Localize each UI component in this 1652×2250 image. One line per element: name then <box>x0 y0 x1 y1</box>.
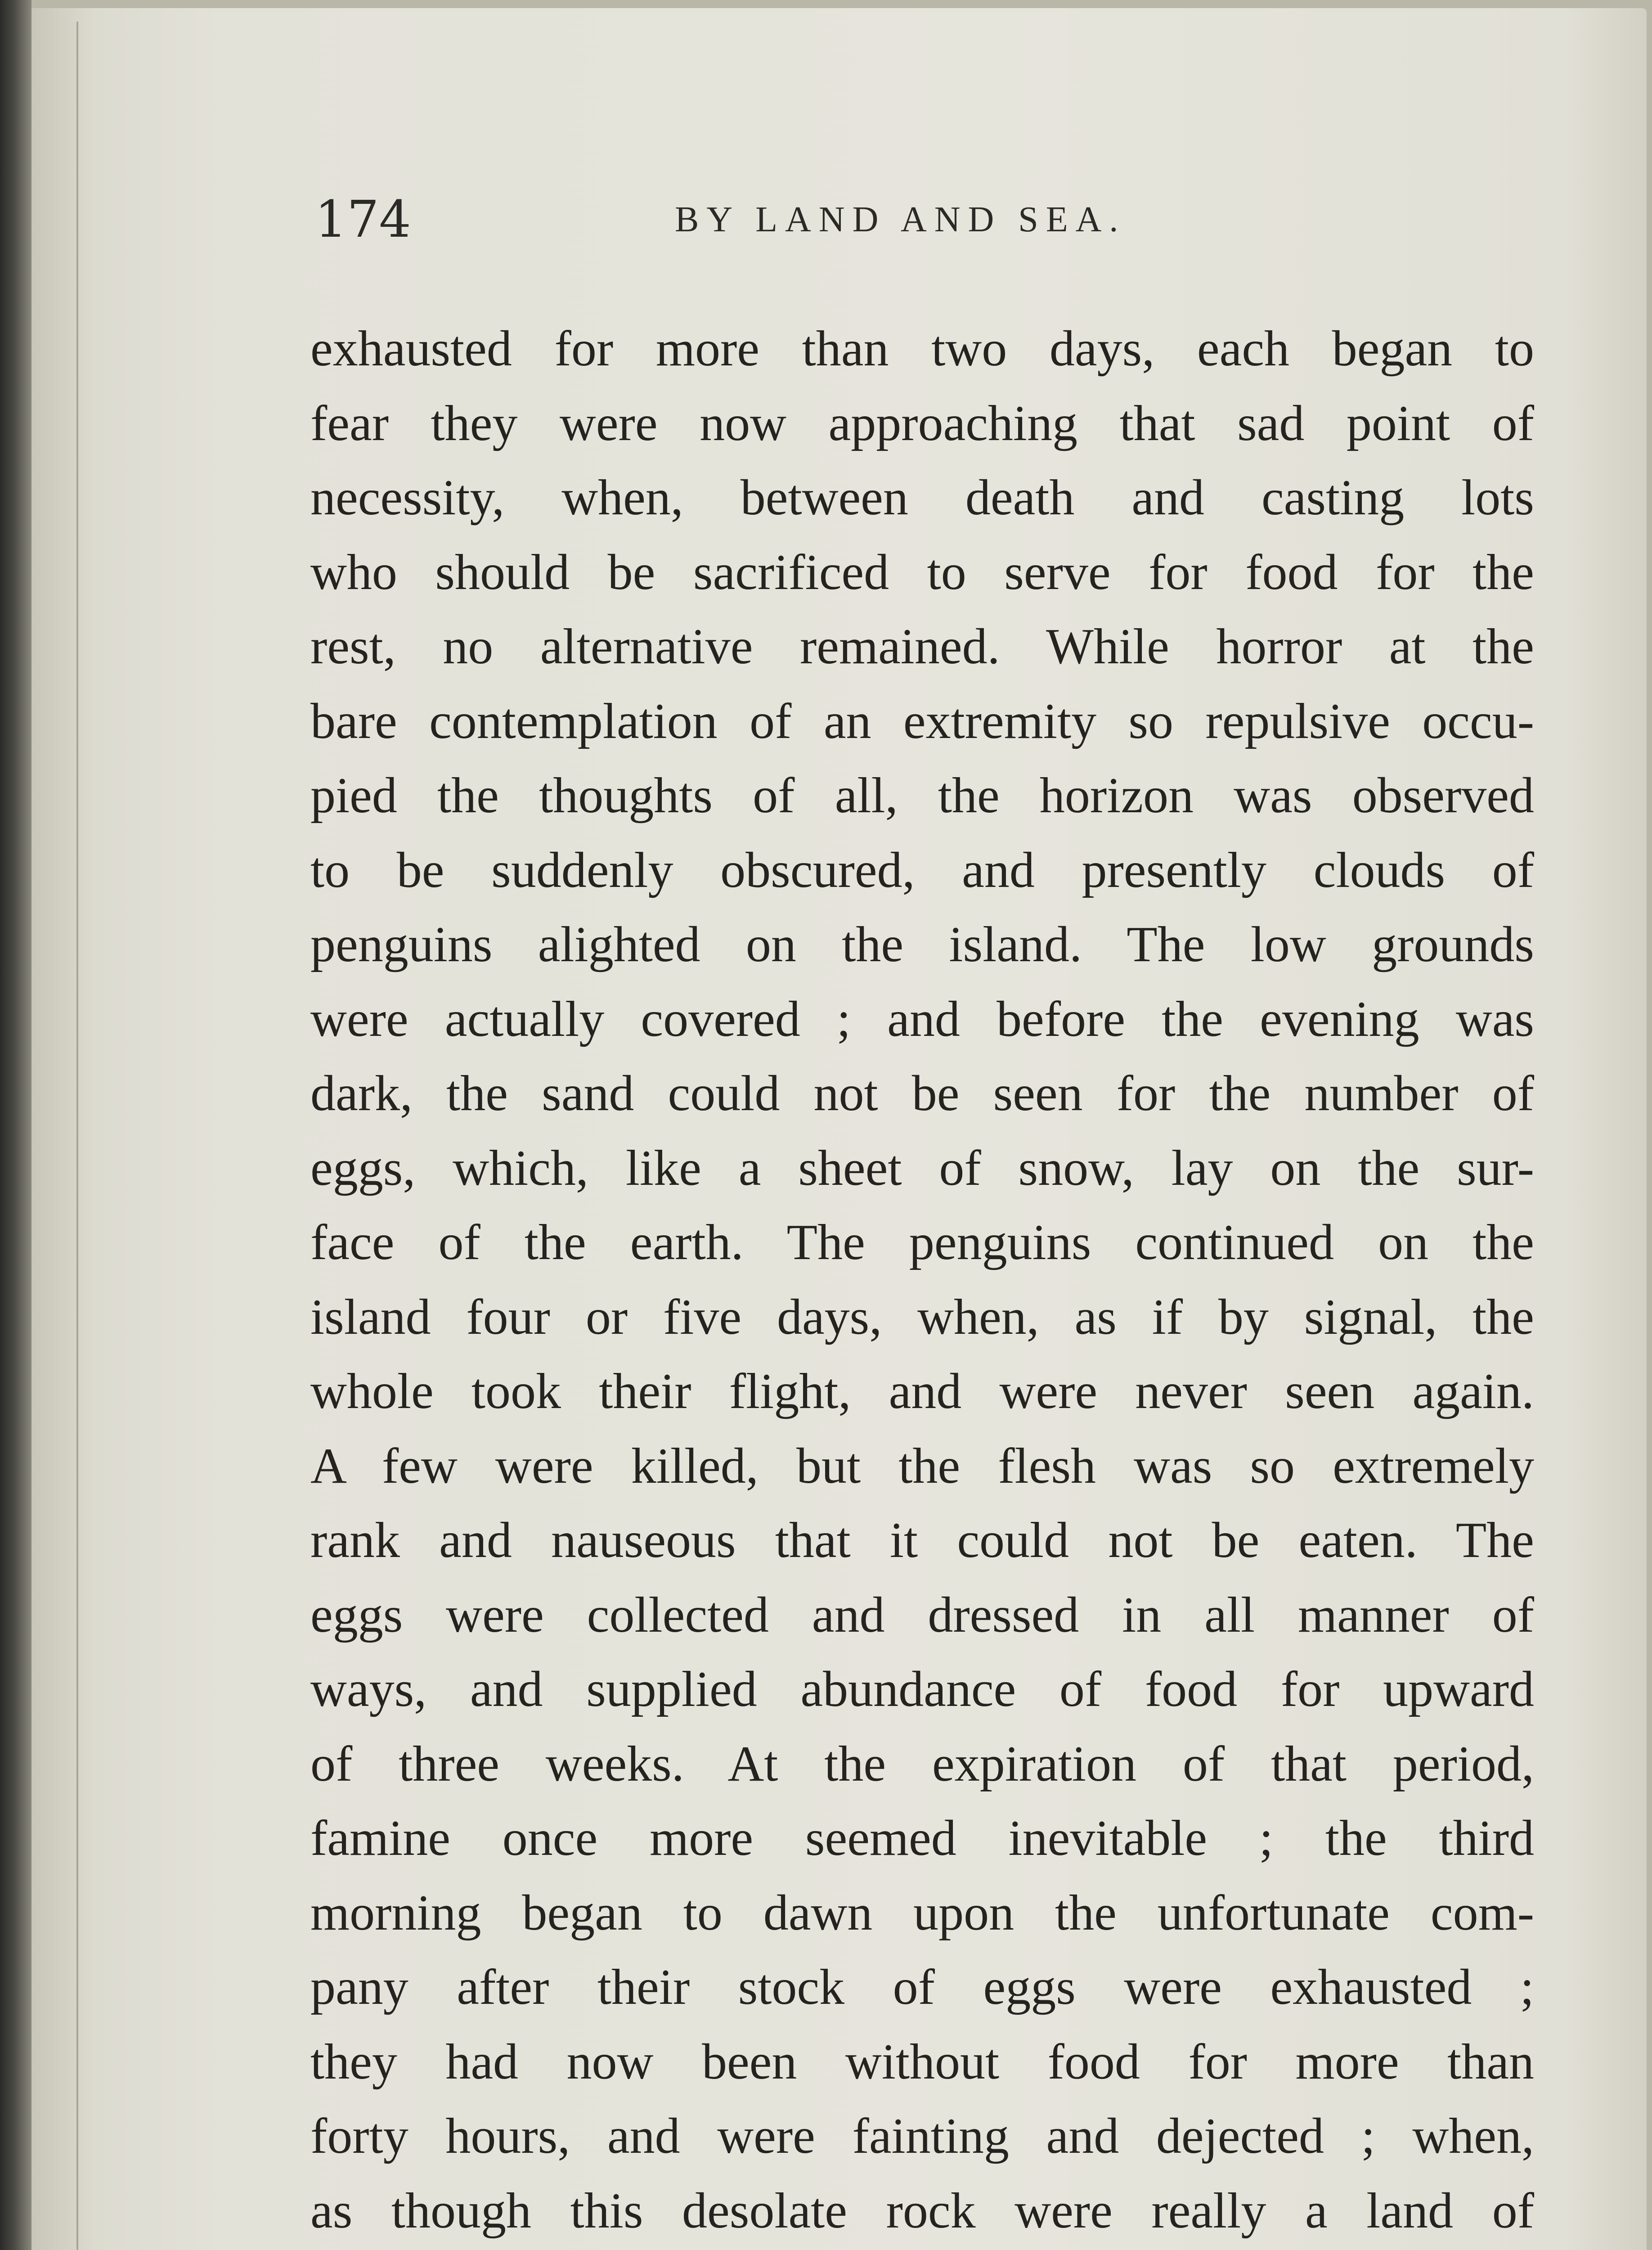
text-line: they had now been without food for more than <box>310 2034 1534 2090</box>
text-line: island four or five days, when, as if by signal, the <box>310 1289 1534 1345</box>
page-gutter-line <box>76 22 78 2250</box>
body-text <box>310 312 1534 2250</box>
text-line: eggs were collected and dressed in all manner of <box>310 1587 1534 1643</box>
text-line: were actually covered ; and before the evening was <box>310 991 1534 1047</box>
text-line: dark, the sand could not be seen for the number of <box>310 1066 1534 1121</box>
text-line: A few were killed, but the flesh was so extremely <box>310 1438 1534 1494</box>
text-line <box>310 2248 1534 2250</box>
text-line: famine once more seemed inevitable ; the third <box>310 1810 1534 1866</box>
text-line: who should be sacrificed to serve for food for the <box>310 544 1534 600</box>
text-line: forty hours, and were fainting and dejected ; when, <box>310 2108 1534 2164</box>
text-line: of three weeks. At the expiration of that period, <box>310 1736 1534 1792</box>
text-line: pied the thoughts of all, the horizon was observed <box>310 768 1534 824</box>
text-line: whole took their flight, and were never seen again. <box>310 1364 1534 1419</box>
text-line: pany after their stock of eggs were exhausted ; <box>310 1959 1534 2015</box>
text-line: rest, no alternative remained. While horror at the <box>310 619 1534 675</box>
text-line: morning began to dawn upon the unfortunate com- <box>310 1885 1534 1941</box>
text-line: exhausted for more than two days, each began to <box>310 321 1534 377</box>
text-line: penguins alighted on the island. The low grounds <box>310 917 1534 972</box>
text-line: as though this desolate rock were really a land of <box>310 2182 1534 2239</box>
page-header <box>31 188 1647 251</box>
text-line: to be suddenly obscured, and presently clouds of <box>310 842 1534 898</box>
running-title: BY LAND AND SEA. <box>675 200 1126 239</box>
text-line: necessity, when, between death and casting lots <box>310 470 1534 526</box>
text-line: bare contemplation of an extremity so repulsive occu- <box>310 693 1534 749</box>
book-binding-edge <box>0 0 31 2250</box>
text-line: eggs, which, like a sheet of snow, lay on the sur- <box>310 1140 1534 1196</box>
text-line: face of the earth. The penguins continued on the <box>310 1215 1534 1270</box>
page-number: 174 <box>315 190 411 249</box>
text-line: rank and nauseous that it could not be eaten. The <box>310 1512 1534 1568</box>
text-line: fear they were now approaching that sad point of <box>310 395 1534 451</box>
book-page <box>31 8 1647 2250</box>
text-line: ways, and supplied abundance of food for upward <box>310 1661 1534 1717</box>
